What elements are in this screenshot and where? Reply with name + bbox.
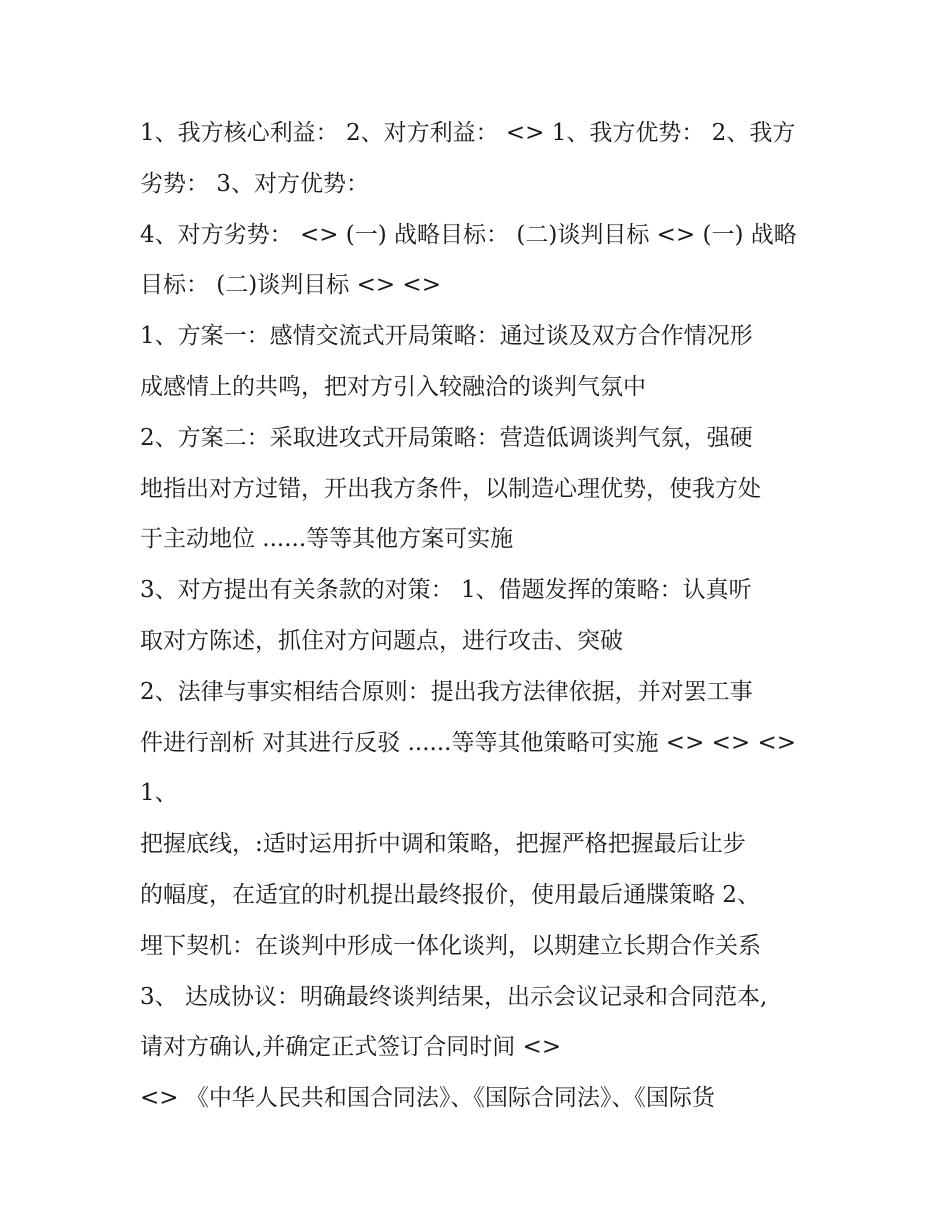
text-line: <> 《中华人民共和国合同法》、《国际合同法》、《国际货 [140, 1085, 715, 1112]
text-line: 取对方陈述，抓住对方问题点，进行攻击、突破 [140, 627, 623, 654]
text-line: 1、我方核心利益： 2、对方利益： <> 1、我方优势： 2、我方 [140, 120, 796, 146]
text-line: 劣势： 3、对方优势： [140, 170, 369, 197]
text-line: 件进行剖析 对其进行反驳 ......等等其他策略可实施 <> <> <> [140, 729, 797, 756]
text-line: 1、方案一：感情交流式开局策略：通过谈及双方合作情况形 [140, 323, 753, 350]
text-line: 成感情上的共鸣，把对方引入较融洽的谈判气氛中 [140, 373, 646, 400]
text-line: 的幅度，在适宜的时机提出最终报价，使用最后通牒策略 2、 [140, 881, 760, 908]
text-line: 于主动地位 ......等等其他方案可实施 [140, 526, 514, 553]
text-line: 3、对方提出有关条款的对策： 1、借题发挥的策略：认真听 [140, 577, 752, 604]
text-line: 埋下契机：在谈判中形成一体化谈判，以期建立长期合作关系 [140, 932, 761, 959]
document-body [140, 108, 820, 1124]
text-line: 地指出对方过错，开出我方条件，以制造心理优势，使我方处 [140, 475, 761, 502]
text-line: 把握底线，:适时运用折中调和策略，把握严格把握最后让步 [140, 831, 746, 858]
text-line: 2、方案二：采取进攻式开局策略：营造低调谈判气氛，强硬 [140, 424, 753, 451]
text-line: 目标： (二)谈判目标 <> <> [140, 272, 441, 299]
text-line: 4、对方劣势： <> (一) 战略目标： (二)谈判目标 <> (一) 战略 [140, 221, 797, 248]
text-line: 1、 [140, 780, 178, 807]
text-line: 3、 达成协议：明确最终谈判结果，出示会议记录和合同范本, [140, 983, 768, 1010]
text-line: 请对方确认,并确定正式签订合同时间 <> [140, 1034, 562, 1061]
text-line: 2、法律与事实相结合原则：提出我方法律依据，并对罢工事 [140, 678, 753, 705]
